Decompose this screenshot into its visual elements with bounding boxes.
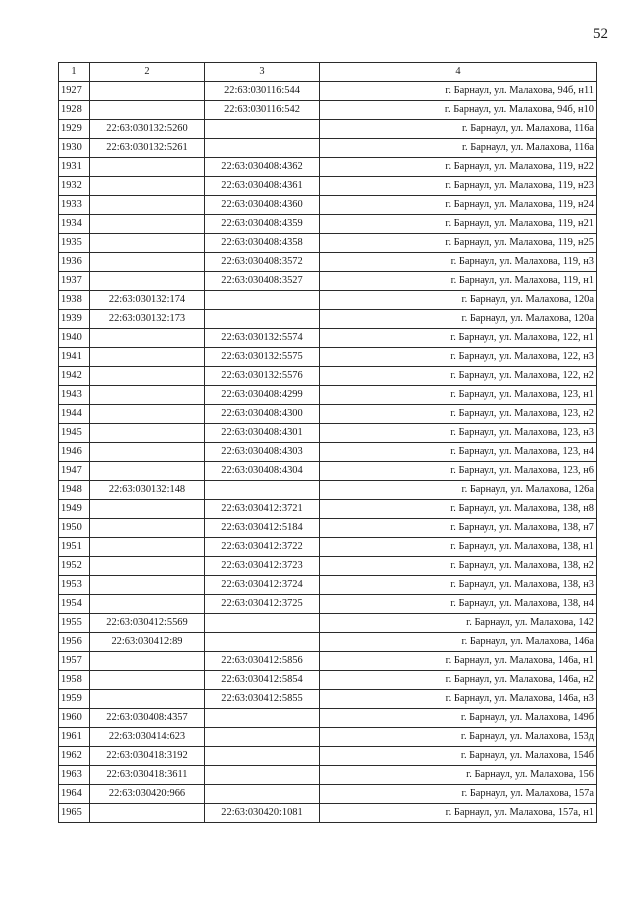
- parcel-cadastral-cell: 22:63:030418:3611: [90, 766, 205, 785]
- premises-cadastral-cell: 22:63:030408:3527: [205, 272, 320, 291]
- premises-cadastral-cell: [205, 481, 320, 500]
- address-cell: г. Барнаул, ул. Малахова, 116а: [320, 139, 597, 158]
- table-row: [59, 481, 597, 500]
- row-number-cell: 1955: [59, 614, 90, 633]
- address-cell: г. Барнаул, ул. Малахова, 119, н1: [320, 272, 597, 291]
- parcel-cadastral-cell: 22:63:030132:173: [90, 310, 205, 329]
- premises-cadastral-cell: 22:63:030408:4358: [205, 234, 320, 253]
- row-number-cell: 1956: [59, 633, 90, 652]
- row-number-cell: 1964: [59, 785, 90, 804]
- row-number-cell: 1941: [59, 348, 90, 367]
- address-cell: г. Барнаул, ул. Малахова, 119, н22: [320, 158, 597, 177]
- table-row: [59, 120, 597, 139]
- premises-cadastral-cell: 22:63:030412:3722: [205, 538, 320, 557]
- address-cell: г. Барнаул, ул. Малахова, 154б: [320, 747, 597, 766]
- address-cell: г. Барнаул, ул. Малахова, 119, н23: [320, 177, 597, 196]
- table-row: [59, 272, 597, 291]
- row-number-cell: 1961: [59, 728, 90, 747]
- parcel-cadastral-cell: [90, 215, 205, 234]
- registry-table: [58, 62, 597, 823]
- table-row: [59, 158, 597, 177]
- parcel-cadastral-cell: [90, 576, 205, 595]
- premises-cadastral-cell: 22:63:030408:4359: [205, 215, 320, 234]
- premises-cadastral-cell: 22:63:030132:5575: [205, 348, 320, 367]
- row-number-cell: 1947: [59, 462, 90, 481]
- parcel-cadastral-cell: [90, 671, 205, 690]
- premises-cadastral-cell: 22:63:030408:4300: [205, 405, 320, 424]
- premises-cadastral-cell: [205, 728, 320, 747]
- row-number-cell: 1950: [59, 519, 90, 538]
- premises-cadastral-cell: [205, 310, 320, 329]
- row-number-cell: 1938: [59, 291, 90, 310]
- table-row: [59, 196, 597, 215]
- parcel-cadastral-cell: [90, 348, 205, 367]
- column-header: 1: [59, 63, 90, 82]
- address-cell: г. Барнаул, ул. Малахова, 142: [320, 614, 597, 633]
- table-row: [59, 177, 597, 196]
- row-number-cell: 1951: [59, 538, 90, 557]
- premises-cadastral-cell: 22:63:030132:5574: [205, 329, 320, 348]
- address-cell: г. Барнаул, ул. Малахова, 138, н4: [320, 595, 597, 614]
- table-body: [59, 82, 597, 823]
- premises-cadastral-cell: [205, 614, 320, 633]
- row-number-cell: 1965: [59, 804, 90, 823]
- premises-cadastral-cell: 22:63:030116:542: [205, 101, 320, 120]
- table-row: [59, 633, 597, 652]
- row-number-cell: 1963: [59, 766, 90, 785]
- row-number-cell: 1946: [59, 443, 90, 462]
- table-row: [59, 101, 597, 120]
- address-cell: г. Барнаул, ул. Малахова, 157а: [320, 785, 597, 804]
- table-row: [59, 804, 597, 823]
- row-number-cell: 1932: [59, 177, 90, 196]
- table-row: [59, 519, 597, 538]
- row-number-cell: 1959: [59, 690, 90, 709]
- premises-cadastral-cell: [205, 633, 320, 652]
- column-header: 4: [320, 63, 597, 82]
- address-cell: г. Барнаул, ул. Малахова, 156: [320, 766, 597, 785]
- table-row: [59, 405, 597, 424]
- column-header: 3: [205, 63, 320, 82]
- row-number-cell: 1940: [59, 329, 90, 348]
- parcel-cadastral-cell: [90, 177, 205, 196]
- row-number-cell: 1960: [59, 709, 90, 728]
- row-number-cell: 1942: [59, 367, 90, 386]
- row-number-cell: 1935: [59, 234, 90, 253]
- parcel-cadastral-cell: 22:63:030132:5260: [90, 120, 205, 139]
- row-number-cell: 1933: [59, 196, 90, 215]
- table-row: [59, 652, 597, 671]
- premises-cadastral-cell: 22:63:030408:4303: [205, 443, 320, 462]
- row-number-cell: 1928: [59, 101, 90, 120]
- premises-cadastral-cell: [205, 766, 320, 785]
- parcel-cadastral-cell: [90, 443, 205, 462]
- row-number-cell: 1962: [59, 747, 90, 766]
- table-row: [59, 310, 597, 329]
- table-row: [59, 671, 597, 690]
- table-row: [59, 443, 597, 462]
- premises-cadastral-cell: 22:63:030408:3572: [205, 253, 320, 272]
- parcel-cadastral-cell: [90, 82, 205, 101]
- parcel-cadastral-cell: [90, 424, 205, 443]
- parcel-cadastral-cell: [90, 253, 205, 272]
- address-cell: г. Барнаул, ул. Малахова, 122, н2: [320, 367, 597, 386]
- row-number-cell: 1930: [59, 139, 90, 158]
- premises-cadastral-cell: [205, 709, 320, 728]
- row-number-cell: 1937: [59, 272, 90, 291]
- address-cell: г. Барнаул, ул. Малахова, 157а, н1: [320, 804, 597, 823]
- parcel-cadastral-cell: [90, 462, 205, 481]
- row-number-cell: 1953: [59, 576, 90, 595]
- parcel-cadastral-cell: [90, 196, 205, 215]
- row-number-cell: 1949: [59, 500, 90, 519]
- table-row: [59, 386, 597, 405]
- table-row: [59, 329, 597, 348]
- premises-cadastral-cell: [205, 291, 320, 310]
- row-number-cell: 1927: [59, 82, 90, 101]
- parcel-cadastral-cell: [90, 158, 205, 177]
- row-number-cell: 1939: [59, 310, 90, 329]
- parcel-cadastral-cell: [90, 234, 205, 253]
- table-row: [59, 747, 597, 766]
- premises-cadastral-cell: [205, 785, 320, 804]
- table-row: [59, 766, 597, 785]
- address-cell: г. Барнаул, ул. Малахова, 146а, н2: [320, 671, 597, 690]
- premises-cadastral-cell: 22:63:030408:4304: [205, 462, 320, 481]
- row-number-cell: 1929: [59, 120, 90, 139]
- premises-cadastral-cell: 22:63:030132:5576: [205, 367, 320, 386]
- premises-cadastral-cell: 22:63:030408:4361: [205, 177, 320, 196]
- parcel-cadastral-cell: [90, 405, 205, 424]
- parcel-cadastral-cell: 22:63:030132:148: [90, 481, 205, 500]
- premises-cadastral-cell: 22:63:030408:4362: [205, 158, 320, 177]
- page-number: 52: [593, 26, 608, 42]
- address-cell: г. Барнаул, ул. Малахова, 138, н3: [320, 576, 597, 595]
- premises-cadastral-cell: 22:63:030412:3724: [205, 576, 320, 595]
- address-cell: г. Барнаул, ул. Малахова, 138, н2: [320, 557, 597, 576]
- row-number-cell: 1943: [59, 386, 90, 405]
- premises-cadastral-cell: 22:63:030116:544: [205, 82, 320, 101]
- premises-cadastral-cell: 22:63:030412:3721: [205, 500, 320, 519]
- table-row: [59, 709, 597, 728]
- premises-cadastral-cell: 22:63:030412:5856: [205, 652, 320, 671]
- table-row: [59, 424, 597, 443]
- parcel-cadastral-cell: [90, 538, 205, 557]
- address-cell: г. Барнаул, ул. Малахова, 123, н4: [320, 443, 597, 462]
- row-number-cell: 1958: [59, 671, 90, 690]
- table-row: [59, 557, 597, 576]
- parcel-cadastral-cell: [90, 386, 205, 405]
- parcel-cadastral-cell: [90, 101, 205, 120]
- table-row: [59, 234, 597, 253]
- premises-cadastral-cell: 22:63:030420:1081: [205, 804, 320, 823]
- address-cell: г. Барнаул, ул. Малахова, 123, н1: [320, 386, 597, 405]
- address-cell: г. Барнаул, ул. Малахова, 123, н3: [320, 424, 597, 443]
- address-cell: г. Барнаул, ул. Малахова, 120а: [320, 310, 597, 329]
- table-row: [59, 215, 597, 234]
- parcel-cadastral-cell: [90, 329, 205, 348]
- address-cell: г. Барнаул, ул. Малахова, 119, н24: [320, 196, 597, 215]
- parcel-cadastral-cell: [90, 272, 205, 291]
- parcel-cadastral-cell: 22:63:030412:89: [90, 633, 205, 652]
- address-cell: г. Барнаул, ул. Малахова, 119, н3: [320, 253, 597, 272]
- premises-cadastral-cell: 22:63:030412:5854: [205, 671, 320, 690]
- table-row: [59, 614, 597, 633]
- table-row: [59, 253, 597, 272]
- parcel-cadastral-cell: 22:63:030408:4357: [90, 709, 205, 728]
- parcel-cadastral-cell: [90, 519, 205, 538]
- parcel-cadastral-cell: 22:63:030420:966: [90, 785, 205, 804]
- premises-cadastral-cell: 22:63:030412:5855: [205, 690, 320, 709]
- column-header: 2: [90, 63, 205, 82]
- row-number-cell: 1931: [59, 158, 90, 177]
- premises-cadastral-cell: 22:63:030412:3725: [205, 595, 320, 614]
- address-cell: г. Барнаул, ул. Малахова, 120а: [320, 291, 597, 310]
- premises-cadastral-cell: 22:63:030412:5184: [205, 519, 320, 538]
- address-cell: г. Барнаул, ул. Малахова, 138, н7: [320, 519, 597, 538]
- row-number-cell: 1948: [59, 481, 90, 500]
- address-cell: г. Барнаул, ул. Малахова, 94б, н11: [320, 82, 597, 101]
- table-row: [59, 291, 597, 310]
- parcel-cadastral-cell: 22:63:030132:174: [90, 291, 205, 310]
- address-cell: г. Барнаул, ул. Малахова, 146а, н3: [320, 690, 597, 709]
- table-row: [59, 462, 597, 481]
- address-cell: г. Барнаул, ул. Малахова, 149б: [320, 709, 597, 728]
- address-cell: г. Барнаул, ул. Малахова, 119, н25: [320, 234, 597, 253]
- parcel-cadastral-cell: [90, 595, 205, 614]
- row-number-cell: 1954: [59, 595, 90, 614]
- address-cell: г. Барнаул, ул. Малахова, 146а, н1: [320, 652, 597, 671]
- row-number-cell: 1936: [59, 253, 90, 272]
- table-row: [59, 576, 597, 595]
- address-cell: г. Барнаул, ул. Малахова, 146а: [320, 633, 597, 652]
- table-row: [59, 500, 597, 519]
- table-row: [59, 690, 597, 709]
- parcel-cadastral-cell: [90, 690, 205, 709]
- table-row: [59, 728, 597, 747]
- parcel-cadastral-cell: [90, 652, 205, 671]
- premises-cadastral-cell: [205, 747, 320, 766]
- parcel-cadastral-cell: [90, 804, 205, 823]
- parcel-cadastral-cell: 22:63:030414:623: [90, 728, 205, 747]
- parcel-cadastral-cell: [90, 367, 205, 386]
- row-number-cell: 1957: [59, 652, 90, 671]
- parcel-cadastral-cell: 22:63:030418:3192: [90, 747, 205, 766]
- premises-cadastral-cell: 22:63:030408:4299: [205, 386, 320, 405]
- parcel-cadastral-cell: 22:63:030412:5569: [90, 614, 205, 633]
- address-cell: г. Барнаул, ул. Малахова, 122, н1: [320, 329, 597, 348]
- address-cell: г. Барнаул, ул. Малахова, 123, н2: [320, 405, 597, 424]
- address-cell: г. Барнаул, ул. Малахова, 153д: [320, 728, 597, 747]
- parcel-cadastral-cell: [90, 500, 205, 519]
- table-row: [59, 785, 597, 804]
- table-row: [59, 595, 597, 614]
- premises-cadastral-cell: [205, 139, 320, 158]
- address-cell: г. Барнаул, ул. Малахова, 123, н6: [320, 462, 597, 481]
- address-cell: г. Барнаул, ул. Малахова, 138, н1: [320, 538, 597, 557]
- address-cell: г. Барнаул, ул. Малахова, 116а: [320, 120, 597, 139]
- address-cell: г. Барнаул, ул. Малахова, 122, н3: [320, 348, 597, 367]
- table-header-row: [59, 63, 597, 82]
- table-row: [59, 82, 597, 101]
- table-row: [59, 139, 597, 158]
- row-number-cell: 1952: [59, 557, 90, 576]
- parcel-cadastral-cell: [90, 557, 205, 576]
- table-row: [59, 367, 597, 386]
- row-number-cell: 1934: [59, 215, 90, 234]
- row-number-cell: 1945: [59, 424, 90, 443]
- parcel-cadastral-cell: 22:63:030132:5261: [90, 139, 205, 158]
- premises-cadastral-cell: 22:63:030412:3723: [205, 557, 320, 576]
- address-cell: г. Барнаул, ул. Малахова, 126а: [320, 481, 597, 500]
- row-number-cell: 1944: [59, 405, 90, 424]
- table-row: [59, 538, 597, 557]
- table-row: [59, 348, 597, 367]
- premises-cadastral-cell: [205, 120, 320, 139]
- premises-cadastral-cell: 22:63:030408:4301: [205, 424, 320, 443]
- address-cell: г. Барнаул, ул. Малахова, 138, н8: [320, 500, 597, 519]
- address-cell: г. Барнаул, ул. Малахова, 94б, н10: [320, 101, 597, 120]
- premises-cadastral-cell: 22:63:030408:4360: [205, 196, 320, 215]
- address-cell: г. Барнаул, ул. Малахова, 119, н21: [320, 215, 597, 234]
